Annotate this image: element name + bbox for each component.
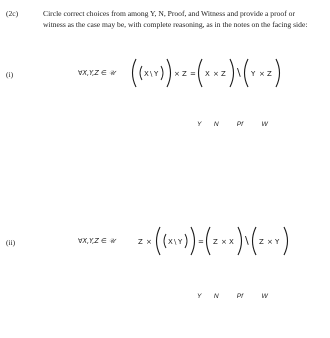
choice-yes-ii[interactable]: Y	[197, 293, 202, 300]
f1-rhs-x: X	[205, 70, 210, 78]
f1-rhs-y: Y	[251, 70, 256, 78]
f2-lhs-times: ×	[146, 238, 152, 246]
f1-rhs-times-2: ×	[259, 70, 265, 78]
quantifier-i: ∀X,Y,Z ∈ 𝒰	[78, 69, 115, 77]
f1-rhs-times-1: ×	[213, 70, 219, 78]
f2-rhs-times-1: ×	[221, 238, 227, 246]
f1-rhs-setminus: \	[237, 66, 241, 79]
instructions-text: Circle correct choices from among Y, N, Proof, and Witness and provide a proof or witness as the case may be, with complete reasoning, as in the notes on the facing side:	[43, 9, 308, 29]
f1-lhs-times: ×	[174, 70, 180, 78]
quantifier-ii: ∀X,Y,Z ∈ 𝒰	[78, 237, 115, 245]
choice-proof-i[interactable]: Pf	[236, 121, 243, 128]
f2-rhs-z-1: Z	[213, 238, 218, 246]
f2-rhs-setminus: \	[245, 234, 249, 247]
choice-witness-i[interactable]: W	[261, 121, 268, 128]
f2-lhs-setminus: \	[174, 238, 177, 246]
problem-tag: (2c)	[6, 9, 19, 18]
choice-yes-i[interactable]: Y	[197, 121, 202, 128]
f1-rhs-z-2: Z	[267, 70, 272, 78]
formula-ii	[138, 221, 323, 261]
f2-rhs-z-2: Z	[259, 238, 264, 246]
f1-rhs-z-1: Z	[221, 70, 226, 78]
item-label-i: (i)	[6, 70, 14, 79]
item-label-ii: (ii)	[6, 238, 16, 247]
formula-i	[130, 53, 315, 93]
f2-rhs-y: Y	[275, 238, 280, 246]
choices-i	[197, 121, 268, 128]
f1-lhs-x: X	[144, 70, 149, 78]
choice-no-ii[interactable]: N	[213, 293, 219, 300]
choice-proof-ii[interactable]: Pf	[236, 293, 243, 300]
f2-lhs-y: Y	[178, 238, 183, 246]
choice-no-i[interactable]: N	[213, 121, 219, 128]
f2-lhs-z: Z	[138, 238, 143, 246]
f1-lhs-y: Y	[154, 70, 159, 78]
f2-rhs-x: X	[229, 238, 234, 246]
f2-lhs-x: X	[168, 238, 173, 246]
f1-lhs-z: Z	[182, 70, 187, 78]
f2-equals: =	[198, 238, 204, 246]
f1-equals: =	[190, 70, 196, 78]
f1-lhs-setminus: \	[150, 70, 153, 78]
choice-witness-ii[interactable]: W	[261, 293, 268, 300]
f2-rhs-times-2: ×	[267, 238, 273, 246]
choices-ii	[197, 293, 268, 300]
